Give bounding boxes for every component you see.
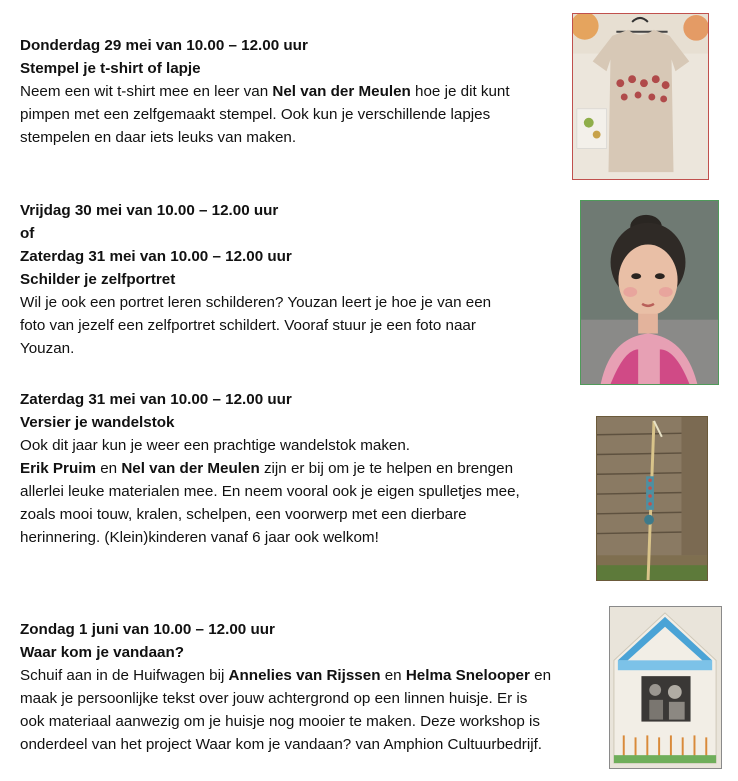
person-name: Nel van der Meulen [121, 460, 260, 477]
event-date: Donderdag 29 mei van 10.00 – 12.00 uur [20, 37, 308, 54]
event-wandelstok [20, 388, 520, 549]
walking-stick-photo [596, 416, 708, 581]
event-body-line: allerlei leuke materialen mee. En neem vooral ook je eigen spulletjes mee, [20, 483, 520, 500]
event-body-line: Schuif aan in de Huifwagen bij Annelies van Rijssen en Helma Snelooper en [20, 667, 552, 684]
event-body-line: Erik Pruim en Nel van der Meulen zijn er bij om je te helpen en brengen [20, 460, 514, 477]
tshirt-photo [572, 13, 709, 180]
event-body-line: zoals mooi touw, kralen, schelpen, een voorwerp met een dierbare [20, 506, 467, 523]
event-title: Waar kom je vandaan? [20, 644, 185, 661]
event-body-line: herinnering. (Klein)kinderen vanaf 6 jaar ook welkom! [20, 529, 379, 546]
event-body-line: stempelen en daar iets leuks van maken. [20, 129, 297, 146]
person-name: Annelies van Rijssen [228, 667, 381, 684]
event-body-line: maak je persoonlijke tekst over jouw achtergrond op een linnen huisje. Er is [20, 690, 528, 707]
person-name: Nel van der Meulen [272, 83, 411, 100]
event-body-line: pimpen met een zelfgemaakt stempel. Ook kun je verschillende lapjes [20, 106, 491, 123]
event-title: Schilder je zelfportret [20, 271, 176, 288]
event-zelfportret [20, 199, 491, 360]
event-title: Stempel je t-shirt of lapje [20, 60, 201, 77]
event-date-alt: Zaterdag 31 mei van 10.00 – 12.00 uur [20, 248, 292, 265]
event-stempel [20, 34, 510, 149]
event-body-line: foto van jezelf een zelfportret schildert. Vooraf stuur je een foto naar [20, 317, 476, 334]
event-connector: of [20, 225, 35, 242]
linen-house-photo [609, 606, 722, 769]
event-title: Versier je wandelstok [20, 414, 175, 431]
event-body-line: Youzan. [20, 340, 75, 357]
portrait-painting-photo [580, 200, 719, 385]
event-body-line: Ook dit jaar kun je weer een prachtige wandelstok maken. [20, 437, 411, 454]
event-body-line: ook materiaal aanwezig om je huisje nog mooier te maken. Deze workshop is [20, 713, 541, 730]
event-body-line: onderdeel van het project Waar kom je vandaan? van Amphion Cultuurbedrijf. [20, 736, 543, 753]
event-date: Zaterdag 31 mei van 10.00 – 12.00 uur [20, 391, 292, 408]
event-date: Zondag 1 juni van 10.00 – 12.00 uur [20, 621, 275, 638]
event-body-line: Wil je ook een portret leren schilderen? Youzan leert je hoe je van een [20, 294, 492, 311]
event-waar-kom-je-vandaan [20, 618, 551, 756]
person-name: Erik Pruim [20, 460, 96, 477]
event-date: Vrijdag 30 mei van 10.00 – 12.00 uur [20, 202, 279, 219]
event-body-line: Neem een wit t-shirt mee en leer van Nel van der Meulen hoe je dit kunt [20, 83, 510, 100]
person-name: Helma Snelooper [405, 667, 530, 684]
